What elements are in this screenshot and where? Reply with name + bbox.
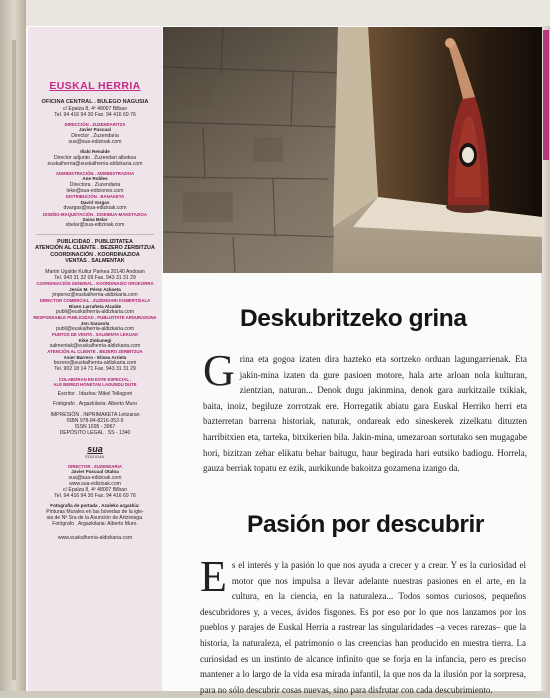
- comercial-email[interactable]: publi@euskalherria-aldizkaria.com: [56, 309, 134, 316]
- heading-direccion: DIRECCIÓN . ZUZENDARITZA: [64, 122, 126, 128]
- office-phones: Tel. 94 416 94 30 Fax. 94 416 69 76: [54, 111, 136, 118]
- section-divider: [36, 234, 154, 235]
- coordinacion-heading: COORDINACIÓN . KOORDINAZIOA: [50, 251, 140, 258]
- portada-line1: Pinturas Murales en las bóvedas de la igle-: [46, 508, 144, 515]
- heading-director-sua: DIRECTOR . ZUZENDARIA: [68, 463, 122, 469]
- heading-colaboran: COLABORAN EN ESTE ESPECIAL .: [58, 376, 132, 382]
- colophon-sidebar: [28, 27, 162, 691]
- credit-impresion: IMPRESIÓN . INPRIMAKETA Leitzaran: [50, 411, 140, 418]
- comercial-name: Bixen Larrañeta Alcalde: [68, 303, 122, 309]
- issn: ISSN 1695 - 3967: [74, 423, 116, 430]
- portada-heading: Fotografía de portada . Azaleko argazkia:: [50, 503, 140, 509]
- office-address: c/ Epalza 8, 4º 48007 Bilbao: [63, 105, 127, 112]
- heading-atencion: ATENCIÓN AL CLIENTE . BEZERO ZERBITZUA: [47, 349, 143, 355]
- portada-line2: sia de Nª Sra de la Asunción de Artziniega.: [46, 515, 144, 522]
- sua-phones: Tel. 94 416 94 30 Fax. 94 416 69 76: [54, 493, 136, 500]
- office-heading: OFICINA CENTRAL . BULEGO NAGUSIA: [41, 98, 149, 105]
- deposito-legal: DEPÓSITO LEGAL . SS - 1340: [59, 430, 131, 437]
- coord-name: Jesús M. Pérez Azkoeta: [69, 286, 121, 292]
- diseno-email[interactable]: sbelar@sua-edizioak.com: [65, 222, 125, 229]
- venta-email[interactable]: salmentak@euskalherria-aldizkaria.com: [49, 343, 141, 350]
- diseno-name: Saioa Belar: [82, 216, 108, 222]
- atencion-heading: ATENCIÓN AL CLIENTE . BEZERO ZERBITZUA: [35, 245, 155, 252]
- header-photo: [163, 27, 542, 273]
- body-spanish: [200, 552, 526, 698]
- resp-email[interactable]: publi@euskalherria-aldizkaria.com: [56, 326, 134, 333]
- publicidad-address: Martin Ugalde Kultur Parkea 20140 Andoain: [45, 268, 145, 275]
- heading-distribucion: DISTRIBUCIÓN . BANAKETA: [65, 194, 125, 200]
- heading-coordinacion: COORDINACIÓN GENERAL . KOORDINAZIO OROKORRA: [36, 281, 154, 287]
- sua-director-name: Javier Pascual Otaloa: [71, 468, 119, 474]
- body-basque: [203, 346, 527, 477]
- distrib-name: David Vargas: [80, 199, 110, 205]
- credit-escritor: Escritor . Idazlea: Mikel Tellagorri: [57, 391, 133, 398]
- director-role: Director . Zuzendaria: [71, 132, 119, 139]
- atencion-name: Asier Barrero - Elisea Arrieta: [63, 354, 127, 360]
- admin-role: Directora . Zuzendaria: [69, 182, 121, 189]
- dropcap-basque: G: [203, 346, 235, 395]
- page-edge-tab: [543, 30, 549, 160]
- heading-venta: PUNTOS DE VENTA . SALMENTA LEKUAK: [51, 332, 139, 338]
- spine-fold: [12, 40, 16, 680]
- director-name: Javier Pascual: [79, 127, 111, 133]
- atencion-email[interactable]: bezero@euskalherria-aldizkaria.com: [53, 360, 137, 367]
- stone-wall-window-photo: [163, 27, 542, 273]
- magazine-logo: EUSKAL HERRIA: [49, 80, 141, 92]
- admin-name: Ane Robles: [82, 176, 108, 182]
- sua-address: c/ Epalza 8, 4º 48007 Bilbao: [63, 486, 127, 493]
- isbn: ISBN 978-84-8216-352-9: [66, 417, 124, 424]
- heading-responsable: RESPONSABLE PUBLICIDAD . PUBLIZITATE ARDURADUNA: [33, 315, 157, 321]
- sua-email[interactable]: sua@sua-edizioak.com: [68, 474, 122, 481]
- heading-admin: ADMINISTRACIÓN . ADMINISTRAZIOA: [55, 171, 135, 177]
- sua-logo-sub: EDIZIOAK: [85, 455, 105, 460]
- coord-email[interactable]: jmperez@euskalherria-aldizkaria.com: [52, 292, 138, 299]
- director-email[interactable]: sua@sua-edizioak.com: [68, 139, 122, 146]
- venta-name: Kike Zinkunegi: [78, 337, 112, 343]
- heading-diseno: DISEÑO-MAQUETACIÓN . DISEINUA-MAKETAZIOA: [43, 211, 147, 217]
- dropcap-spanish: E: [200, 552, 227, 601]
- adjunto-email[interactable]: euskalherria@euskalherria-aldizkaria.com: [47, 161, 143, 168]
- sua-web[interactable]: www.sua-edizioak.com: [69, 480, 121, 487]
- credit-fotografo: Fotógrafo . Argazkilaria: Alberto Muro: [52, 401, 138, 408]
- top-margin: [26, 0, 550, 26]
- atencion-phones: Tel. 902 18 14 71 Fax. 943 31 31 29: [54, 366, 136, 373]
- heading-lagundu: ALE BEREZI HONETAN LAGUNDU DUTE: [53, 381, 137, 387]
- publicidad-heading: PUBLICIDAD . PUBLIZITATEA: [57, 238, 133, 245]
- body-spanish-text: s el interés y la pasión lo que nos ayuda a crecer y a crear. Y es la curiosidad el motor que nos impulsa a llevar adelante nuestras pasiones en el arte, en la cultura, en la ciencia, en la naturaleza... Todos somos curiosos, pequeños descubridores y, a veces, ávidos fisgones. Es por eso por lo que nos lanzamos por los pueblos y parajes de Euskal Herria a rastrear las singularidades –a veces rarezas– que la historia, la naturaleza, el patrimonio o las creencias han producido en nuestra tierra. La curiosidad es un instinto de alcance infinito que se forja en la infancia, pero es preciso mantener a lo largo de la vida esa mirada infantil, la que nos da la ilusión por la sorpresa, para no sólo descubrir cosas nuevas, sino para disfrutar con cada descubrimiento.: [200, 560, 526, 695]
- admin-email[interactable]: leke@sua-ediciones.com: [66, 188, 124, 195]
- resp-name: Jon Sarasola: [80, 320, 110, 326]
- title-spanish: Pasión por descubrir: [247, 511, 485, 538]
- sua-logo: sua: [87, 444, 103, 455]
- magazine-website[interactable]: www.euskalherria-aldizkaria.com: [57, 534, 133, 541]
- adjunto-name: Iñaki Renalde: [80, 149, 110, 155]
- heading-comercial: DIRECTOR COMERCIAL . ZUZENDARI KOMERTZIALA: [39, 298, 151, 304]
- portada-credit: Fotógrafo . Argazkilaria: Alberto Muro.: [52, 521, 138, 528]
- adjunto-role: Director adjunto . Zuzendari albokoa: [53, 154, 137, 161]
- distrib-email[interactable]: dvargas@sua-edizioak.com: [63, 205, 127, 212]
- body-basque-text: rina eta gogoa izaten dira hazteko eta sortzeko orduan lagungarrienak. Eta jakin-mina izaten da gure pasioen motore, hala arte arloan nola kulturan, zientzian, naturan... Denok dugu jakinmina, denok gara aurkitzaile txikiak, baita, inoiz, begiluze zorrotzak ere. Horregatik abiatu gara Euskal Herriko herri eta bazterretan barrena historiak, naturak, ondareak edo sineskerek zizelkatu dituzten harribitxien eta, tarteka, bitxikerien bila. Jakin-mina, umezaroan sortutako sen mugagabe hori, bizitzan zehar elikatu behar baitugu, haur begirada hari eutsiko badiogu. Horrela, gauza berriak topatu ez ezik, aurkikunde bakoitza gozamena izango da.: [203, 354, 527, 474]
- publicidad-phones: Tel. 943 31 32 09 Fax. 943 31 31 29: [54, 275, 136, 282]
- title-basque: Deskubritzeko grina: [240, 305, 467, 332]
- ventas-heading: VENTAS . SALMENTAK: [65, 258, 125, 265]
